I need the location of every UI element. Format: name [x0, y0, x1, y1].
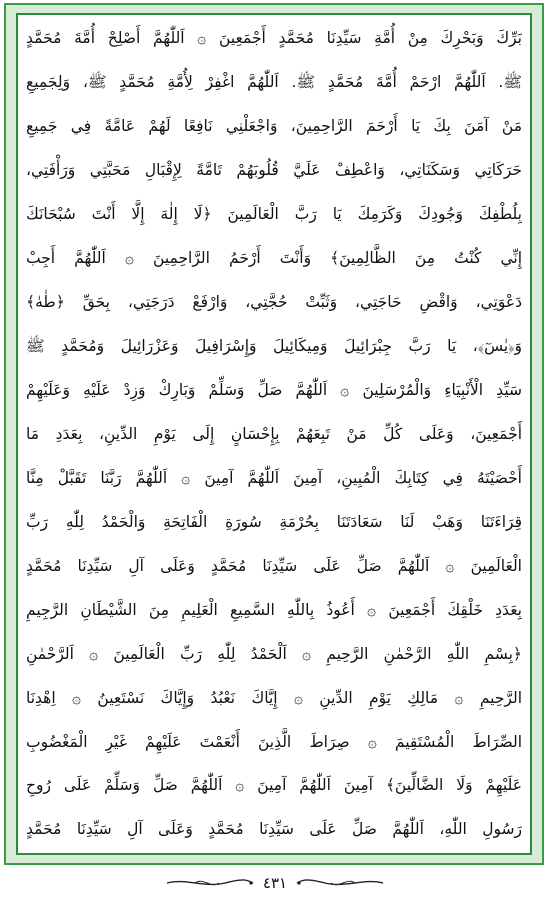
text-line: رَسُولِ اللّٰهِ، اَللّٰهُمَّ صَلِّ عَلَى سَيِّدِنَا مُحَمَّدٍ وَعَلَى آلِ سَيِّدِنَا مُحَمَّدٍ — [26, 820, 522, 839]
text-line: الْعَالَمِينَ ۞ اَللّٰهُمَّ صَلِّ عَلَى سَيِّدِنَا مُحَمَّدٍ وَعَلَى آلِ سَيِّدِنَا مُحَمَّدٍ — [26, 556, 522, 575]
text-line: وَ﴿يٰسٓ﴾، يَا رَبَّ جِبْرَائِيلَ وَمِيكَائِيلَ وَإِسْرَافِيلَ وَعَزْرَائِيلَ وَمُحَمَّدٍ ﷺ — [26, 336, 522, 355]
text-line: إِنِّي كُنْتُ مِنَ الظَّالِمِينَ﴾ وَأَنْتَ أَرْحَمُ الرَّاحِمِينَ ۞ اَللّٰهُمَّ أَجِبْ — [26, 248, 522, 267]
text-line: بِعَدَدِ خَلْقِكَ أَجْمَعِينَ ۞ أَعُوذُ بِاللّٰهِ السَّمِيعِ الْعَلِيمِ مِنَ الشَّيْطَانِ الرَّجِيمِ — [26, 600, 522, 619]
text-line: قِرَاءَتَنَا وَهَبْ لَنَا سَعَادَتَنَا بِحُرْمَةِ سُورَةِ الْفَاتِحَةِ وَالْحَمْدُ لِلّٰهِ رَبِّ — [26, 512, 522, 531]
text-line: دَعْوَتِي، وَاقْضِ حَاجَتِي، وَثَبِّتْ حُجَّتِي، وَارْفَعْ دَرَجَتِي، بِحَقِّ ﴿طٰهٰ﴾ — [26, 292, 522, 311]
page-frame-outer — [4, 3, 544, 865]
text-line: عَلَيْهِمْ وَلَا الضَّالِّينَ﴾ آمِينَ اَللّٰهُمَّ آمِينَ ۞ اَللّٰهُمَّ صَلِّ وَسَلِّمْ عَلَى رُوحِ — [26, 776, 522, 795]
page-frame-inner — [16, 13, 532, 855]
text-line: الرَّحِيمِ ۞ مَالِكِ يَوْمِ الدِّينِ ۞ إِيَّاكَ نَعْبُدُ وَإِيَّاكَ نَسْتَعِينُ ۞ اِهْدِنَا — [26, 688, 522, 707]
text-line: مَنْ آمَنَ بِكَ يَا أَرْحَمَ الرَّاحِمِينَ، وَاجْعَلْنِي نَافِعًا لَهُمْ عَامَّةً فِي جَمِيعِ — [26, 116, 522, 135]
page-footer — [0, 868, 550, 898]
text-line: بِلُطْفِكَ وَجُودِكَ وَكَرَمِكَ يَا رَبَّ الْعَالَمِينَ ﴿لَا إِلٰهَ إِلَّا أَنْتَ سُبْحَانَكَ — [26, 204, 522, 223]
left-ornament-icon — [165, 876, 255, 890]
text-line: أَجْمَعِينَ، وَعَلَى كُلِّ مَنْ تَبِعَهُمْ بِإِحْسَانٍ إِلَى يَوْمِ الدِّينِ، بِعَدَدِ مَا — [26, 424, 522, 443]
text-line: ﷺ. اَللّٰهُمَّ ارْحَمْ أُمَّةَ مُحَمَّدٍ ﷺ. اَللّٰهُمَّ اغْفِرْ لِأُمَّةِ مُحَمَّدٍ ﷺ، وَلِجَمِيعِ — [26, 72, 522, 91]
text-line: سَيِّدِ الْأَنْبِيَاءِ وَالْمُرْسَلِينَ ۞ اَللّٰهُمَّ صَلِّ وَسَلِّمْ وَبَارِكْ وَزِدْ عَلَيْهِ وَعَلَيْهِمْ — [26, 380, 522, 399]
text-body — [26, 19, 522, 849]
text-line: ﴿بِسْمِ اللّٰهِ الرَّحْمٰنِ الرَّحِيمِ ۞ اَلْحَمْدُ لِلّٰهِ رَبِّ الْعَالَمِينَ ۞ اَلرَّحْمٰنِ — [26, 644, 522, 663]
right-ornament-icon — [295, 876, 385, 890]
text-line: الصِّرَاطَ الْمُسْتَقِيمَ ۞ صِرَاطَ الَّذِينَ أَنْعَمْتَ عَلَيْهِمْ غَيْرِ الْمَغْضُوبِ — [26, 732, 522, 751]
text-line: بَرِّكَ وَبَحْرِكَ مِنْ أُمَّةِ سَيِّدِنَا مُحَمَّدٍ أَجْمَعِينَ ۞ اَللّٰهُمَّ أَصْلِحْ أُمَّةَ مُحَمَّدٍ — [26, 29, 522, 47]
text-line: أَحْصَيْتَهُ فِي كِتَابِكَ الْمُبِينِ، آمِينَ اَللّٰهُمَّ آمِينَ ۞ اَللّٰهُمَّ رَبَّنَا تَقَبَّلْ مِنَّا — [26, 468, 522, 487]
page-number: ٤٣١ — [262, 874, 288, 892]
text-line: حَرَكَاتِي وَسَكَنَاتِي، وَاعْطِفْ عَلَيَّ قُلُوبَهُمْ تَامَّةً لِإِقْبَالِ مَحَبَّتِي وَرَأْفَتِي، — [26, 160, 522, 179]
